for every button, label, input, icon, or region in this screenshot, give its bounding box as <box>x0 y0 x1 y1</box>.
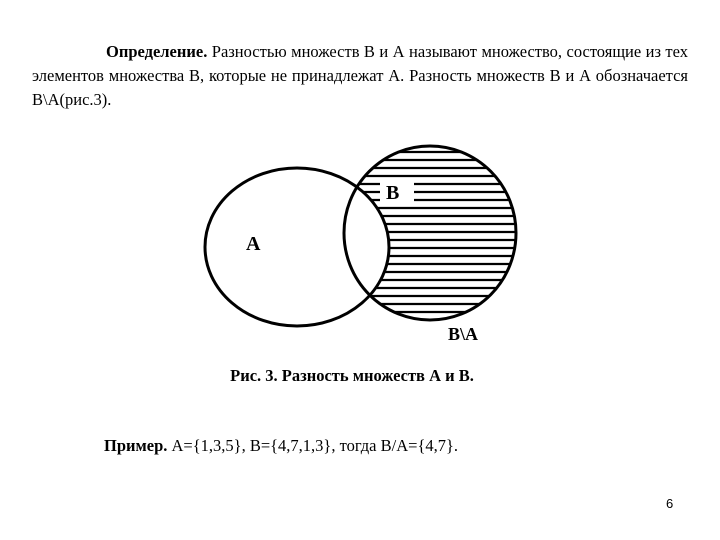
page-number: 6 <box>666 496 674 511</box>
definition-text: Разностью множеств В и А называют множество, состоящие из тех элементов множества В, которые не принадлежат А. Разность множеств В и А обозначается В\А(рис.3). <box>32 42 688 109</box>
difference-label: В\А <box>448 324 479 344</box>
set-a-label: А <box>246 233 261 255</box>
example-line <box>104 436 458 456</box>
example-term: Пример. <box>104 436 168 455</box>
difference-hatching <box>340 152 520 320</box>
definition-term: Определение. <box>106 42 208 61</box>
set-b-label: В <box>386 182 400 204</box>
definition-paragraph <box>32 40 688 112</box>
venn-diagram <box>200 140 520 350</box>
example-text: А={1,3,5}, В={4,7,1,3}, тогда В/А={4,7}. <box>167 436 459 455</box>
figure-caption: Рис. 3. Разность множеств А и В. <box>230 366 474 385</box>
